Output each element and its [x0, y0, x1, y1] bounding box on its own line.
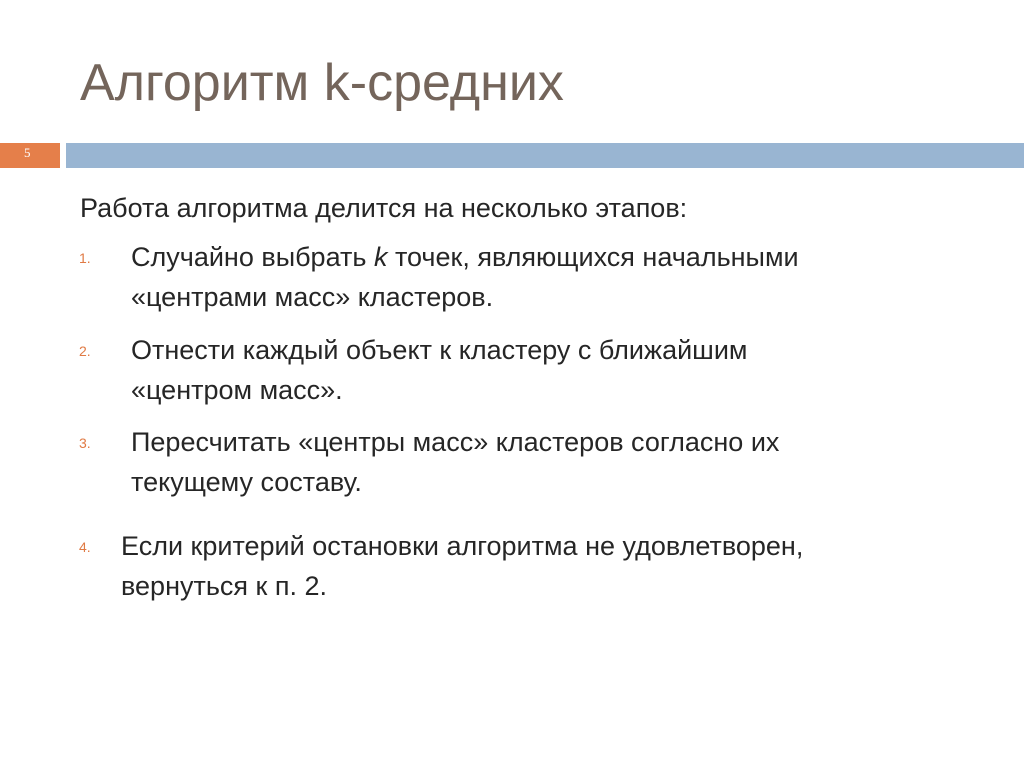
slide-number-box — [0, 143, 60, 168]
variable-k: k — [373, 242, 388, 272]
list-item-line: текущему составу. — [131, 467, 362, 497]
list-item-line: «центром масс». — [131, 375, 343, 405]
slide-title: Алгоритм k-средних — [80, 54, 564, 112]
list-item-line: Пересчитать «центры масс» кластеров согласно их — [131, 427, 780, 457]
list-item-text: точек, являющихся начальными — [387, 242, 799, 272]
slide-number: 5 — [24, 145, 31, 160]
list-marker: 1. — [79, 250, 91, 266]
list-item — [121, 526, 803, 606]
list-item-line: Отнести каждый объект к кластеру с ближайшим — [131, 335, 748, 365]
list-item-line: «центрами масс» кластеров. — [131, 282, 494, 312]
list-item-text: Случайно выбрать — [131, 242, 374, 272]
header-bar — [66, 143, 1024, 168]
list-marker: 3. — [79, 435, 91, 451]
list-item-line: вернуться к п. 2. — [121, 571, 327, 601]
list-item-line — [131, 237, 799, 277]
list-item-line: Если критерий остановки алгоритма не удовлетворен, — [121, 531, 804, 561]
intro-text: Работа алгоритма делится на несколько этапов: — [80, 193, 688, 223]
list-marker: 4. — [79, 539, 91, 555]
list-item — [131, 422, 779, 502]
list-marker: 2. — [79, 343, 91, 359]
list-item — [131, 330, 747, 410]
list-item — [131, 237, 799, 317]
